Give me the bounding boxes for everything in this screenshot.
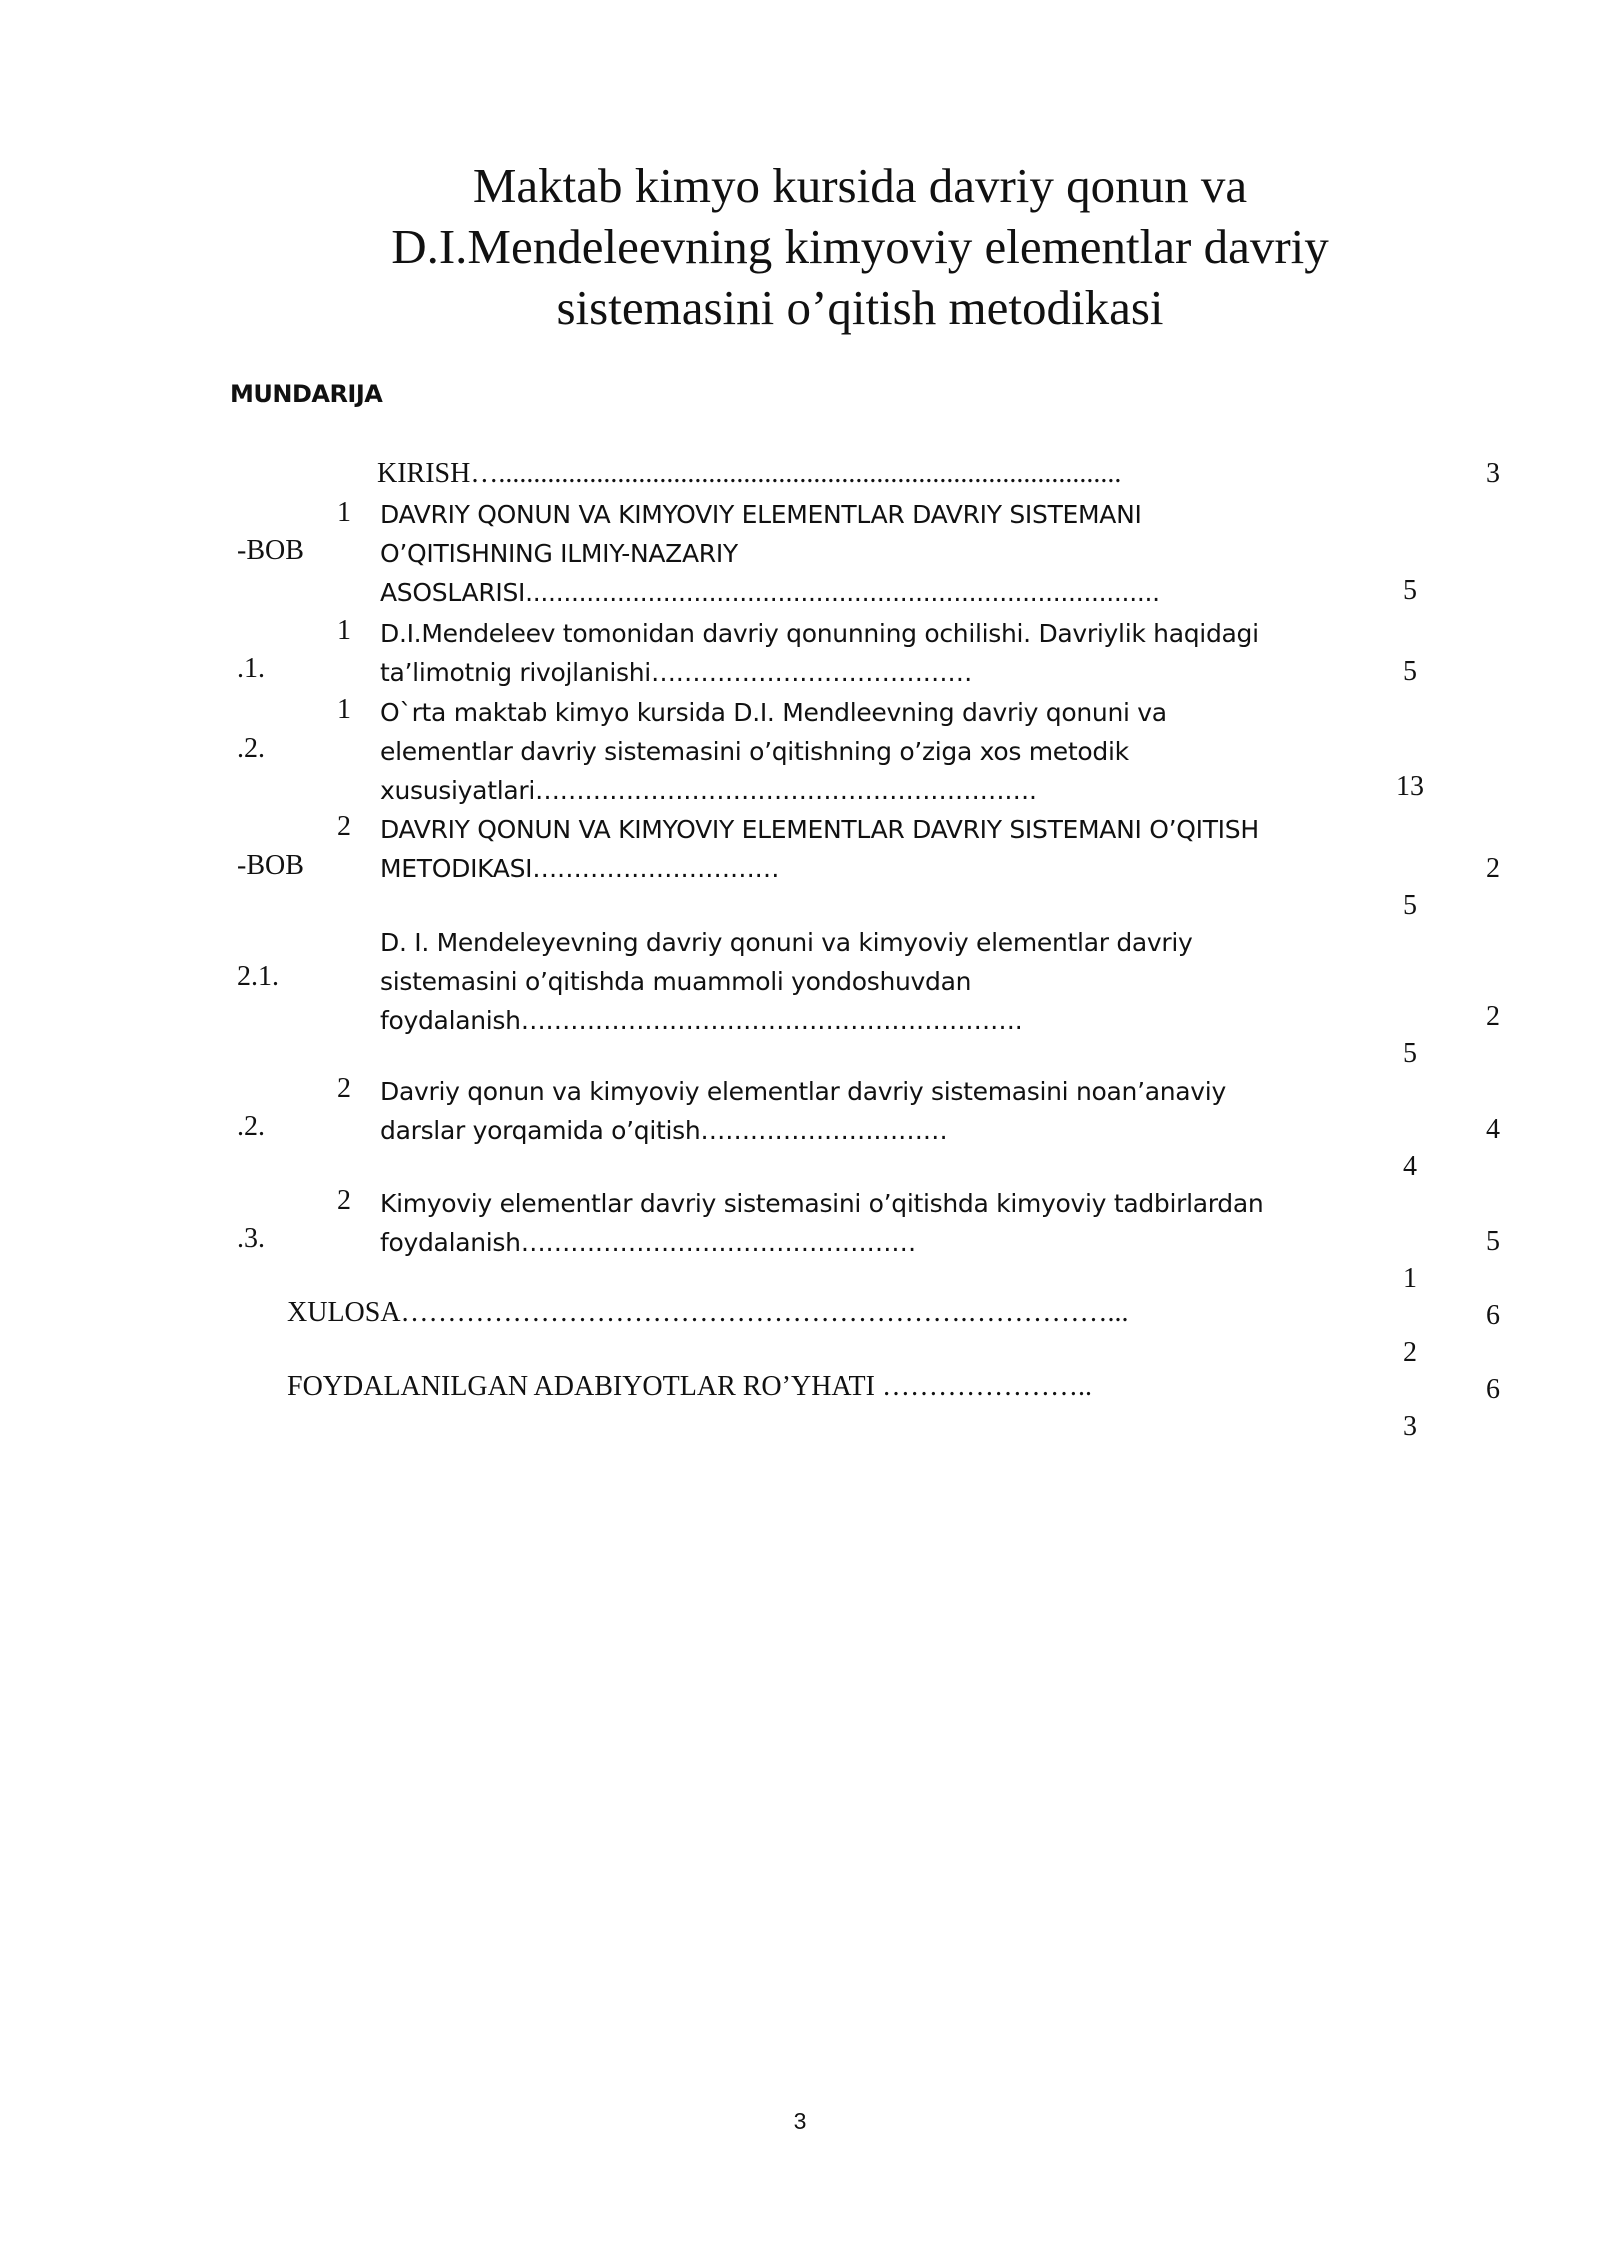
toc-ch1-line-3: ASOSLARISI...................................................................................	[380, 578, 1160, 607]
toc-s1-2-line-2: elementlar davriy sistemasini o’qitishning o’ziga xos metodik	[380, 737, 1129, 766]
toc-s2-2-line-1: Davriy qonun va kimyoviy elementlar davriy sistemasini noan’anaviy	[380, 1077, 1226, 1106]
toc-heading: MUNDARIJA	[230, 380, 383, 408]
toc-s1-2-line-3: xususiyatlari…………………………………………………….	[380, 776, 1037, 805]
page-number: 3	[793, 2108, 807, 2134]
toc-s2-2-line-2: darslar yorqamida o’qitish…………………………	[380, 1116, 948, 1145]
toc-s1-2-num-suffix: .2.	[237, 733, 265, 764]
toc-s2-3-page: 5	[1486, 1226, 1500, 1257]
toc-s2-1-line-1: D. I. Mendeleyevning davriy qonuni va kimyoviy elementlar davriy	[380, 928, 1193, 957]
toc-s1-2-page: 13	[1396, 771, 1424, 802]
toc-s2-3-num: 2	[337, 1185, 351, 1216]
toc-s1-1-line-2: ta’limotnig rivojlanishi…………………………………	[380, 658, 973, 687]
toc-s1-2-num: 1	[337, 694, 351, 725]
toc-s2-2-page-cont: 4	[1403, 1151, 1417, 1182]
toc-s2-3-title	[380, 1184, 1263, 1262]
toc-s2-2-page: 4	[1486, 1114, 1500, 1145]
toc-intro-text: KIRISH….........................................................................................	[377, 458, 1122, 489]
toc-ch2-page: 2	[1486, 853, 1500, 884]
toc-references-page: 6	[1486, 1374, 1500, 1405]
toc-s2-1-num: 2.1.	[237, 961, 279, 992]
toc-ch1-num-suffix: -BOB	[237, 535, 304, 566]
toc-s2-2-num: 2	[337, 1073, 351, 1104]
toc-references-text: FOYDALANILGAN ADABIYOTLAR RO’YHATI …………………..	[287, 1371, 1092, 1402]
toc-s2-3-num-suffix: .3.	[237, 1223, 265, 1254]
toc-ch2-line-2: METODIKASI…………………………	[380, 854, 780, 883]
toc-s2-2-title	[380, 1072, 1226, 1150]
toc-ch2-page-cont: 5	[1403, 890, 1417, 921]
toc-s2-1-page: 2	[1486, 1001, 1500, 1032]
toc-conclusion-text: XULOSA…………………………………………………….……………...	[287, 1297, 1129, 1328]
toc-s1-2-title	[380, 693, 1167, 810]
toc-s1-1-num-suffix: .1.	[237, 653, 265, 684]
toc-s2-3-line-2: foydalanish…………………………………………	[380, 1228, 916, 1257]
title-line-1: Maktab kimyo kursida davriy qonun va	[472, 158, 1248, 213]
toc-ch2-num: 2	[337, 811, 351, 842]
toc-s1-1-num: 1	[337, 615, 351, 646]
toc-s1-1-page: 5	[1403, 656, 1417, 687]
toc-s1-2-line-1: O`rta maktab kimyo kursida D.I. Mendleevning davriy qonuni va	[380, 698, 1167, 727]
toc-s2-1-title	[380, 923, 1193, 1040]
title-line-2: D.I.Mendeleevning kimyoviy elementlar davriy	[391, 219, 1329, 274]
toc-s1-1-title	[380, 614, 1259, 692]
toc-s2-3-line-1: Kimyoviy elementlar davriy sistemasini o’qitishda kimyoviy tadbirlardan	[380, 1189, 1264, 1218]
toc-references-page-cont: 3	[1403, 1411, 1417, 1442]
toc-ch2-line-1: DAVRIY QONUN VA KIMYOVIY ELEMENTLAR DAVRIY SISTEMANI O’QITISH	[380, 815, 1259, 844]
toc-ch1-num: 1	[337, 497, 351, 528]
toc-ch2-title	[380, 810, 1259, 888]
toc-intro-page: 3	[1486, 458, 1500, 489]
document-title	[290, 155, 1430, 338]
toc-s2-2-num-suffix: .2.	[237, 1111, 265, 1142]
title-line-3: sistemasini o’qitish metodikasi	[556, 280, 1164, 335]
toc-s2-1-line-3: foydalanish…………………………………………………….	[380, 1006, 1023, 1035]
toc-s2-1-line-2: sistemasini o’qitishda muammoli yondoshuvdan	[380, 967, 972, 996]
toc-s1-1-line-1: D.I.Mendeleev tomonidan davriy qonunning ochilishi. Davriylik haqidagi	[380, 619, 1259, 648]
toc-ch2-num-suffix: -BOB	[237, 850, 304, 881]
toc-conclusion-page: 6	[1486, 1300, 1500, 1331]
toc-ch1-title	[380, 495, 1160, 612]
toc-ch1-line-1: DAVRIY QONUN VA KIMYOVIY ELEMENTLAR DAVRIY SISTEMANI	[380, 500, 1142, 529]
toc-ch1-line-2: O’QITISHNING ILMIY-NAZARIY	[380, 539, 738, 568]
toc-s2-1-page-cont: 5	[1403, 1038, 1417, 1069]
toc-s2-3-page-cont: 1	[1403, 1263, 1417, 1294]
toc-conclusion-page-cont: 2	[1403, 1337, 1417, 1368]
toc-ch1-page: 5	[1403, 575, 1417, 606]
